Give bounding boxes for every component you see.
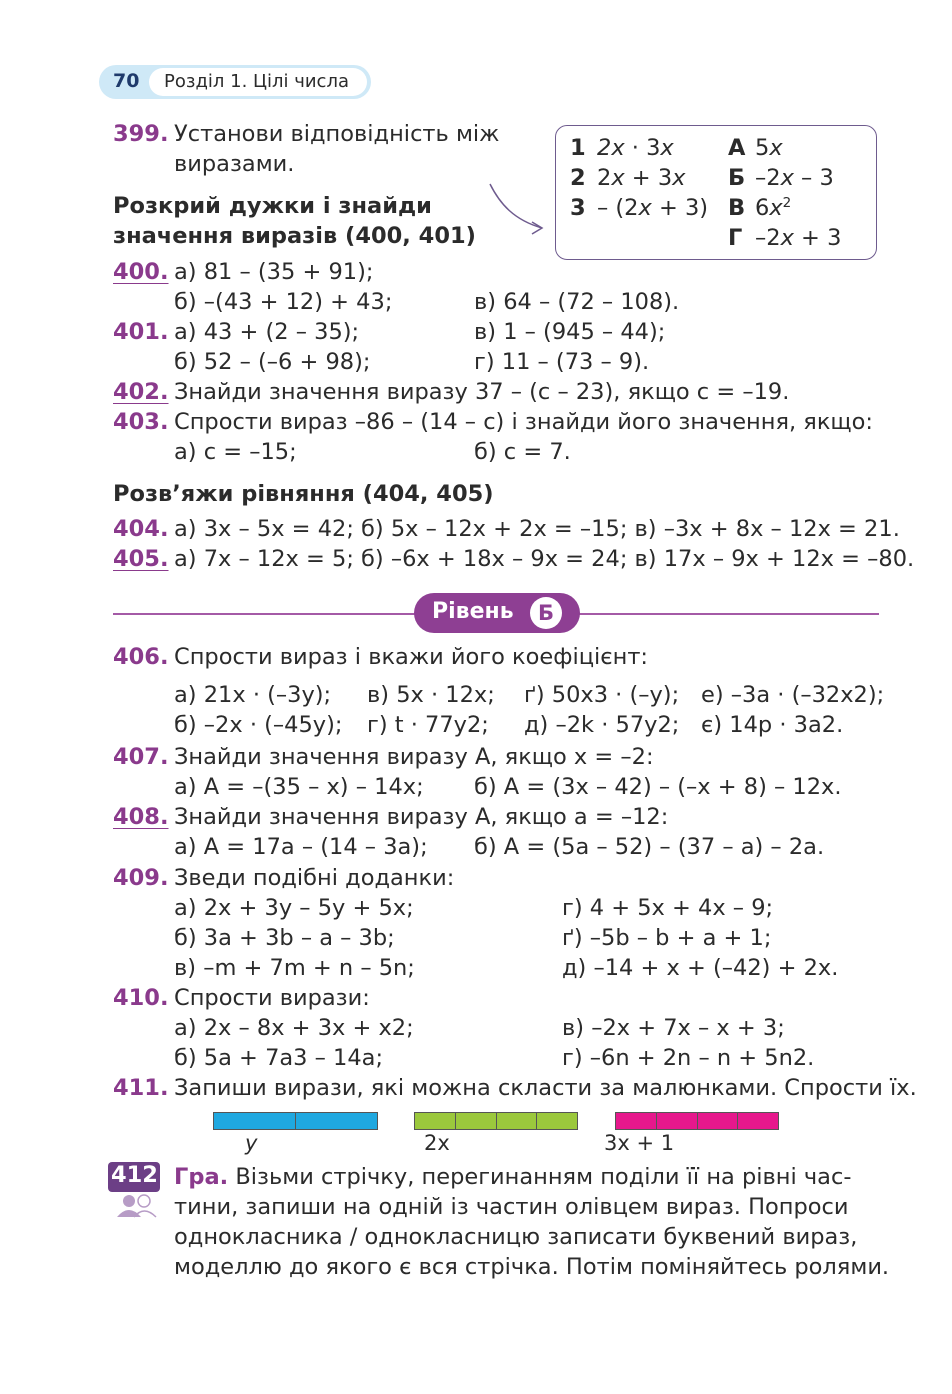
exercise-409-g: г) 4 + 5x + 4x – 9;	[562, 895, 774, 921]
matching-table	[555, 125, 877, 260]
exercise-406-item-e: е) –3a · (–32x2);	[701, 682, 885, 708]
exercise-401-b: б) 52 – (–6 + 98);	[174, 349, 371, 375]
exercise-410-text: Спрости вирази:	[174, 985, 370, 1011]
exercise-401-g: г) 11 – (73 – 9).	[474, 349, 650, 375]
exercise-number-401: 401.	[113, 319, 169, 345]
exercise-number-404: 404.	[113, 516, 169, 542]
exercise-403-b: б) c = 7.	[474, 439, 571, 465]
exercise-412-line1-text: Візьми стрічку, перегинанням поділи її на рівні час-	[235, 1164, 852, 1190]
exercise-number-400: 400.	[113, 259, 169, 285]
exercise-400-v: в) 64 – (72 – 108).	[474, 289, 680, 315]
exercise-407-b: б) A = (3x – 42) – (–x + 8) – 12x.	[474, 774, 842, 800]
option-G	[728, 225, 841, 251]
exercise-409-gg: ґ) –5b – b + a + 1;	[562, 925, 772, 951]
exercise-number-406: 406.	[113, 644, 169, 670]
exercise-number-399: 399.	[113, 121, 169, 147]
strip-segment	[738, 1113, 778, 1129]
strip-segment	[657, 1113, 698, 1129]
exercise-412-line2: тини, запиши на одній із частин олівцем вираз. Попроси	[174, 1194, 849, 1220]
exercise-412-line3: однокласника / однокласницю записати буквений вираз,	[174, 1224, 858, 1250]
exercise-410-g: г) –6n + 2n – n + 5n2.	[562, 1045, 815, 1071]
option-key: А	[728, 135, 746, 161]
exercise-407-a: а) A = –(35 – x) – 14x;	[174, 774, 424, 800]
option-key: Б	[728, 165, 746, 191]
level-label: Рівень	[432, 599, 514, 624]
exercise-403-text: Спрости вираз –86 – (14 – c) і знайди його значення, якщо:	[174, 409, 873, 435]
strip-segment	[698, 1113, 739, 1129]
exercise-411-text: Запиши вирази, які можна скласти за малюнками. Спрости їх.	[174, 1075, 917, 1101]
level-badge	[414, 593, 580, 633]
match-item-3	[570, 195, 708, 221]
match-key: 2	[570, 165, 586, 191]
strip-segment	[497, 1113, 538, 1129]
page-number: 70	[113, 70, 140, 92]
match-key: 3	[570, 195, 586, 221]
match-expr-2: 2x + 3x	[597, 165, 686, 191]
match-expr-1: 2x · 3x	[597, 135, 674, 161]
instruction-404-405: Розв’яжи рівняння (404, 405)	[113, 481, 494, 507]
exercise-number-405: 405.	[113, 546, 169, 572]
exercise-number-411: 411.	[113, 1075, 169, 1101]
strip-3x-plus-1	[615, 1112, 779, 1130]
exercise-406-item-ye: є) 14p · 3a2.	[701, 712, 844, 738]
exercise-409-d: д) –14 + x + (–42) + 2x.	[562, 955, 839, 981]
exercise-406-text: Спрости вираз і вкажи його коефіцієнт:	[174, 644, 649, 670]
exercise-number-410: 410.	[113, 985, 169, 1011]
section-title: Розділ 1. Цілі числа	[164, 71, 349, 92]
exercise-412-line1	[174, 1164, 851, 1190]
strip-segment	[456, 1113, 497, 1129]
match-expr-3: – (2x + 3)	[597, 195, 709, 221]
exercise-399-line1: Установи відповідність між	[174, 121, 500, 147]
exercise-400-a: а) 81 – (35 + 91);	[174, 259, 374, 285]
exercise-409-text: Зведи подібні доданки:	[174, 865, 455, 891]
game-label: Гра.	[174, 1164, 229, 1190]
exercise-number-409: 409.	[113, 865, 169, 891]
strip-label-2x: 2x	[424, 1131, 450, 1155]
exercise-405-text: а) 7x – 12x = 5; б) –6x + 18x – 9x = 24; в) 17x – 9x + 12x = –80.	[174, 546, 915, 572]
arrow-icon	[486, 180, 548, 238]
option-A	[728, 135, 783, 161]
exercise-400-b: б) –(43 + 12) + 43;	[174, 289, 393, 315]
exercise-409-a: а) 2x + 3y – 5y + 5x;	[174, 895, 414, 921]
strip-segment	[537, 1113, 577, 1129]
match-key: 1	[570, 135, 586, 161]
exercise-406-item-d: д) –2k · 57y2;	[524, 712, 680, 738]
strip-segment	[214, 1113, 296, 1129]
strip-segment	[616, 1113, 657, 1129]
option-expr-V: $6x^2$	[755, 194, 792, 221]
exercise-412-line4: моделлю до якого є вся стрічка. Потім поміняйтесь ролями.	[174, 1254, 890, 1280]
exercise-408-b: б) A = (5a – 52) – (37 – a) – 2a.	[474, 834, 825, 860]
option-expr-G: –2x + 3	[755, 225, 842, 251]
exercise-409-b: б) 3a + 3b – a – 3b;	[174, 925, 395, 951]
exercise-410-b: б) 5a + 7a3 – 14a;	[174, 1045, 384, 1071]
exercise-408-a: а) A = 17a – (14 – 3a);	[174, 834, 428, 860]
exercise-401-v: в) 1 – (945 – 44);	[474, 319, 666, 345]
match-item-1	[570, 135, 674, 161]
strip-label-y: y	[245, 1131, 258, 1155]
instruction-400-401-line1: Розкрий дужки і знайди	[113, 193, 432, 219]
exercise-399-line2: виразами.	[174, 151, 295, 177]
exercise-410-a: а) 2x – 8x + 3x + x2;	[174, 1015, 414, 1041]
exercise-number-407: 407.	[113, 744, 169, 770]
pair-work-icon	[112, 1193, 160, 1219]
strip-segment	[296, 1113, 377, 1129]
exercise-number-408: 408.	[113, 804, 169, 830]
strip-label-3x-plus-1: 3x + 1	[604, 1131, 675, 1155]
option-B	[728, 165, 834, 191]
instruction-400-401-line2: значення виразів (400, 401)	[113, 223, 476, 249]
exercise-406-item-g: г) t · 77y2;	[367, 712, 489, 738]
exercise-number-402: 402.	[113, 379, 169, 405]
option-V	[728, 195, 791, 221]
exercise-406-item-v: в) 5x · 12x;	[367, 682, 495, 708]
option-expr-B: –2x – 3	[755, 165, 834, 191]
exercise-410-v: в) –2x + 7x – x + 3;	[562, 1015, 785, 1041]
exercise-409-v: в) –m + 7m + n – 5n;	[174, 955, 415, 981]
level-letter: Б	[530, 597, 562, 629]
exercise-406-item-b: б) –2x · (–45y);	[174, 712, 343, 738]
exercise-406-item-gg: ґ) 50x3 · (–y);	[524, 682, 680, 708]
exercise-403-a: а) c = –15;	[174, 439, 297, 465]
exercise-number-412-text: 412.	[111, 1162, 167, 1188]
exercise-408-text: Знайди значення виразу A, якщо a = –12:	[174, 804, 669, 830]
exercise-404-text: а) 3x – 5x = 42; б) 5x – 12x + 2x = –15; в) –3x + 8x – 12x = 21.	[174, 516, 900, 542]
match-item-2	[570, 165, 685, 191]
strip-y	[213, 1112, 378, 1130]
exercise-402-text: Знайди значення виразу 37 – (c – 23), якщо c = –19.	[174, 379, 790, 405]
strip-segment	[415, 1113, 456, 1129]
exercise-number-412	[108, 1162, 167, 1192]
exercise-number-403: 403.	[113, 409, 169, 435]
exercise-401-a: а) 43 + (2 – 35);	[174, 319, 360, 345]
strip-2x	[414, 1112, 578, 1130]
exercise-407-text: Знайди значення виразу A, якщо x = –2:	[174, 744, 654, 770]
option-key: Г	[728, 225, 743, 251]
exercise-406-item-a: а) 21x · (–3y);	[174, 682, 332, 708]
option-expr-A: 5x	[755, 135, 783, 161]
option-key: В	[728, 195, 746, 221]
